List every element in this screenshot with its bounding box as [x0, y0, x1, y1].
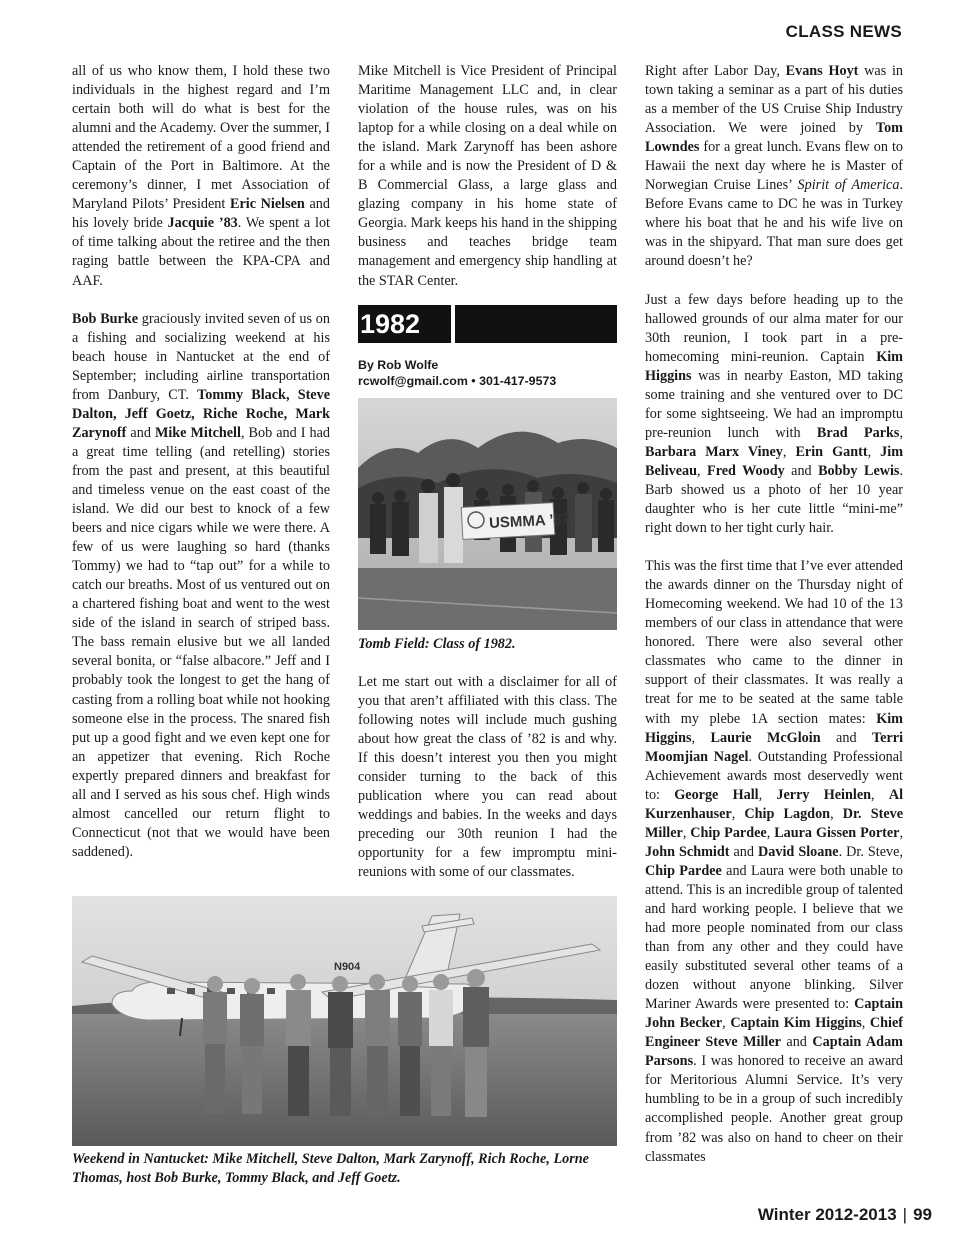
banner-bar	[455, 305, 617, 343]
paragraph: This was the first time that I’ve ever attended the awards dinner on the Thursday night of Homecoming weekend. We had 10 of the 13 members of our class in attendance that were honored. There were also several other classmates who came to the dinner in support of their classmates. It was really a treat for me to be seated at the same table with my plebe 1A section mates: Kim Higgins, Laurie McGloin and Terri Moomjian Nagel. Outstanding Professional Achievement awards most deservedly went to: George Hall, Jerry Heinlen, Al Kurzenhauser, Chip Lagdon, Dr. Steve Miller, Chip Pardee, Laura Gissen Porter, John Schmidt and David Sloane. Dr. Steve, Chip Pardee and Laura were both unable to attend. This is an incredible group of talented and hard working people. I believe that we had more people nominated from our class than from any other and they could have easily substituted several other teams of a dozen without anyone blinking. Silver Mariner Awards were presented to: Captain John Becker, Captain Kim Higgins, Chief Engineer Steve Miller and Captain Adam Parsons. I was honored to receive an award for Meritorious Alumni Service. It’s very humbling to be in a group of such incredibly accomplished people. Another great group from ’82 was also on hand to cheer on their classmates	[645, 558, 904, 1165]
photo-caption: Weekend in Nantucket: Mike Mitchell, Steve Dalton, Mark Zarynoff, Rich Roche, Lorne Thomas, host Bob Burke, Tommy Black, and Jeff Goetz.	[72, 1151, 589, 1186]
bold-name: Tom Lowndes	[645, 120, 903, 156]
bold-name: Bobby Lewis	[818, 462, 900, 479]
column-2	[358, 62, 617, 291]
italic-title: Spirit of America	[797, 177, 900, 194]
paragraph: Just a few days before heading up to the hallowed grounds of our alma mater for our 30th reunion, I took part in a pre-homecoming mini-reunion. Captain Kim Higgins was in nearby Easton, MD taking some training and she ventured over to DC for some sightseeing. We had an impromptu pre-reunion lunch with Brad Parks, Barbara Marx Viney, Erin Gantt, Jim Beliveau, Fred Woody and Bobby Lewis. Barb showed us a photo of her 10 year daughter who is her cute little “mini-me” right down to her tight curly hair.	[645, 291, 904, 537]
bold-name: Erin Gantt	[795, 443, 868, 460]
bold-name: Chip Pardee	[690, 824, 767, 841]
bold-name: Mike Mitchell	[154, 424, 241, 441]
bold-name: Jerry Heinlen	[776, 786, 872, 803]
bold-name: Captain John Becker	[645, 996, 903, 1032]
page-number: 99	[913, 1205, 932, 1224]
class-year: 1982	[358, 305, 451, 343]
bold-name: Dr. Steve Miller	[645, 805, 904, 841]
bold-name: Chip Lagdon	[744, 805, 831, 822]
tail-number: N904	[334, 961, 361, 973]
column-1	[72, 62, 330, 862]
bold-name: Chip Pardee	[645, 862, 722, 879]
issue-label: Winter 2012-2013	[757, 1205, 897, 1224]
bold-name: Evans Hoyt	[785, 63, 859, 79]
photo-tomb-field	[358, 398, 617, 630]
byline-contact: rcwolf@gmail.com • 301-417-9573	[358, 374, 557, 388]
bold-name: Laura Gissen Porter	[774, 824, 900, 841]
bold-name: Tommy Black, Steve Dalton, Jeff Goetz, Riche Roche, Mark Zarynoff	[72, 386, 330, 441]
bold-name: Eric Nielsen	[230, 196, 305, 213]
bold-name: Terri Moomjian Nagel	[645, 729, 904, 765]
bold-name: Kim Higgins	[645, 348, 903, 384]
page-footer	[758, 1205, 932, 1225]
paragraph: Let me start out with a disclaimer for all of you that aren’t affiliated with this class. The following notes will include much gushing about how great the class of ’82 is and why. If this doesn’t interest you then you might consider turning to the back of this publication where you can read about weddings and babies. In the weeks and days preceding our 30th reunion I had the opportunity for a few impromptu mini-reunions with some of our classmates.	[358, 674, 617, 881]
bold-name: Bob Burke	[72, 310, 139, 327]
section-header: CLASS NEWS	[785, 22, 902, 41]
bold-name: Brad Parks	[816, 424, 900, 441]
photo-tomb-field-image	[358, 398, 617, 630]
photo-nantucket-weekend	[72, 896, 617, 1146]
column-2-continued	[358, 673, 617, 883]
photo-caption: Tomb Field: Class of 1982.	[358, 636, 516, 652]
bold-name: Chief Engineer Steve Miller	[645, 1015, 904, 1051]
paragraph: Bob Burke graciously invited seven of us on a fishing and socializing weekend at his beach house in Nantucket at the end of September; including airline transportation from Danbury, CT. Tommy Black, Steve Dalton, Jeff Goetz, Riche Roche, Mark Zarynoff and Mike Mitchell, Bob and I had a great time telling (and retelling) stories from the past and present, at this beautiful and timeless venue on the east coast of the island. We did our best to knock of a few beers and nice cigars while we were there. A few of us were laughing so hard (thanks Tommy) we had to “tap out” for a while to catch our breaths. Most of us ventured out on a chartered fishing boat and went to the west side of the island in search of striped bass. The bass remain elusive but we all landed several bonita, or “false albacore.” Jeff and I probably took the longest to get the hang of casting from a rolling boat while not hooking someone else in the process. The snared fish put up a good fight and we even kept one for an appetizer that evening. Rich Roche expertly prepared dinners and breakfast for all and I served as his sous chef. High winds almost cancelled our return flight to Connecticut (not that we would have been saddened).	[72, 310, 330, 860]
bold-name: Captain Kim Higgins	[730, 1015, 862, 1032]
paragraph: Mike Mitchell is Vice President of Principal Maritime Management LLC and, in clear violation of the house rules, was on his laptop for a while closing on a deal while on the island. Mark Zarynoff has been ashore for a while and is now the President of D & B Commercial Glass, a large glass and glazing company in his home state of Georgia. Mark keeps his hand in the shipping business and teaches bridge team management and emergency ship handling at the STAR Center.	[358, 63, 617, 289]
bold-name: Jacquie ’83	[167, 215, 238, 232]
column-3	[645, 62, 903, 1167]
bold-name: Al Kurzenhauser	[645, 786, 904, 822]
bold-name: David Sloane	[758, 843, 839, 860]
bold-name: Fred Woody	[707, 462, 785, 479]
byline	[358, 357, 620, 389]
bold-name: Kim Higgins	[645, 710, 903, 746]
bold-name: Barbara Marx Viney	[645, 443, 783, 460]
byline-author: By Rob Wolfe	[358, 358, 439, 372]
footer-separator: |	[902, 1205, 908, 1224]
photo-nantucket-image	[72, 896, 617, 1146]
bold-name: John Schmidt	[645, 843, 730, 860]
bold-name: Captain Adam Parsons	[645, 1034, 903, 1070]
class-year-banner	[358, 305, 617, 343]
paragraph: Right after Labor Day, Evans Hoyt was in town taking a seminar as a part of his duties as a member of the US Cruise Ship Industry Association. We were joined by Tom Lowndes for a great lunch. Evans flew on to Hawaii the next day where he is Master of Norwegian Cruise Lines’ Spirit of America. Before Evans came to DC he was in Turkey where his boat that he and his wife live on was in the shipyard. That man sure does get around doesn’t he?	[645, 63, 903, 270]
paragraph: all of us who know them, I hold these two individuals in the highest regard and I’m certain both will do what is best for the alumni and the Academy. Over the summer, I attended the retirement of a good friend and Captain of the Port in Baltimore. At the ceremony’s dinner, I met Association of Maryland Pilots’ President Eric Nielsen and his lovely bride Jacquie ’83. We spent a lot of time talking about the retiree and the then raging battle between the KPA-CPA and AAF.	[72, 63, 330, 289]
bold-name: Laurie McGloin	[710, 729, 821, 746]
banner-text: USMMA ’82	[488, 510, 571, 532]
bold-name: George Hall	[674, 786, 759, 803]
bold-name: Jim Beliveau	[645, 443, 904, 479]
